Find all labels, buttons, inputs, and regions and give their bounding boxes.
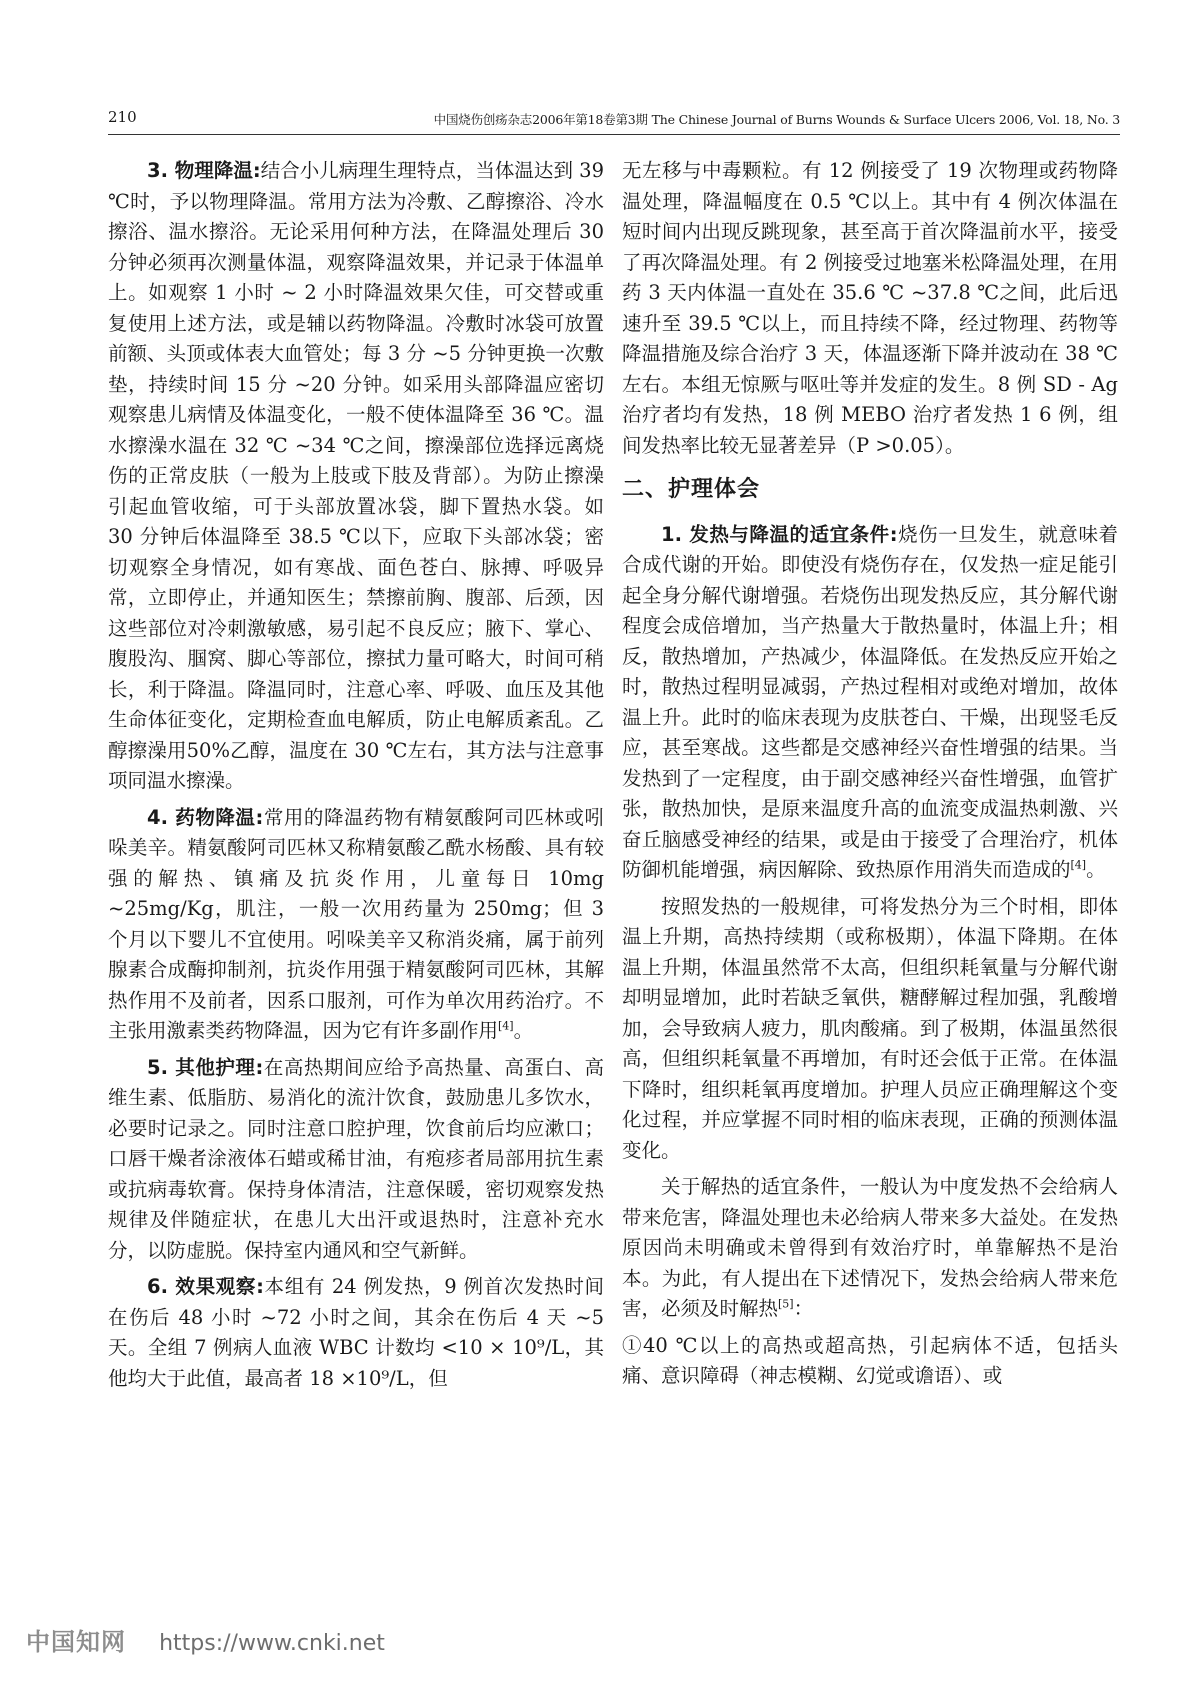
cnki-brand: 中国知网 <box>26 1628 126 1656</box>
paragraph-text: 常用的降温药物有精氨酸阿司匹林或吲哚美辛。精氨酸阿司匹林又称精氨酸乙酰水杨酸、具有较强的解热、镇痛及抗炎作用，儿童每日 10mg ~25mg/Kg，肌注，一般一次用药量为 250mg；但 3 个月以下婴儿不宜使用。吲哚美辛又称消炎痛，属于前列腺素合成酶抑制剂，抗炎作用强于精氨酸阿司匹林，其解热作用不及前者，因系口服剂，可作为单次用药治疗。不主张用激素类药物降温，因为它有许多副作用 <box>108 805 604 1042</box>
page-number: 210 <box>108 108 137 126</box>
right-column <box>622 156 1118 1576</box>
citation-ref: [4] <box>1070 858 1087 872</box>
section-lead: 5. 其他护理: <box>147 1055 264 1079</box>
section-lead: 1. 发热与降温的适宜条件: <box>661 522 898 546</box>
paragraph-fever-conditions <box>622 520 1118 886</box>
paragraph-tail: ： <box>793 1297 814 1320</box>
paragraph-physical-cooling <box>108 156 604 797</box>
paragraph-text: 结合小儿病理生理特点，当体温达到 39 ℃时，予以物理降温。常用方法为冷敷、乙醇擦浴、冷水擦浴、温水擦浴。无论采用何种方法，在降温处理后 30 分钟必须再次测量体温，观察降温效果，并记录于体温单上。如观察 1 小时 ~ 2 小时降温效果欠佳，可交替或重复使用上述方法，或是辅以药物降温。冷敷时冰袋可放置前额、头顶或体表大血管处；每 3 分 ~5 分钟更换一次敷垫，持续时间 15 分 ~20 分钟。如采用头部降温应密切观察患儿病情及体温变化，一般不使体温降至 36 ℃。温水擦澡水温在 32 ℃ ~34 ℃之间，擦澡部位选择远离烧伤的正常皮肤（一般为上肢或下肢及背部）。为防止擦澡引起血管收缩，可于头部放置冰袋，脚下置热水袋。如 30 分钟后体温降至 38.5 ℃以下，应取下头部冰袋；密切观察全身情况，如有寒战、面色苍白、脉搏、呼吸异常，立即停止，并通知医生；禁擦前胸、腹部、后颈，因这些部位对冷刺激敏感，易引起不良反应；腋下、掌心、腹股沟、腘窝、脚心等部位，擦拭力量可略大，时间可稍长，利于降温。降温同时，注意心率、呼吸、血压及其他生命体征变化，定期检查血电解质，防止电解质紊乱。乙醇擦澡用50%乙醇，温度在 30 ℃左右，其方法与注意事项同温水擦澡。 <box>108 159 604 792</box>
citation-ref: [5] <box>778 1297 794 1311</box>
paragraph-text: 烧伤一旦发生，就意味着合成代谢的开始。即使没有烧伤存在，仅发热一症足能引起全身分解代谢增强。若烧伤出现发热反应，其分解代谢程度会成倍增加，当产热量大于散热量时，体温上升；相反，散热增加，产热减少，体温降低。在发热反应开始之时，散热过程明显减弱，产热过程相对或绝对增加，故体温上升。此时的临床表现为皮肤苍白、干燥，出现竖毛反应，甚至寒战。这些都是交感神经兴奋性增强的结果。当发热到了一定程度，由于副交感神经兴奋性增强，血管扩张，散热加快，是原来温度升高的血流变成温热刺激、兴奋丘脑感受神经的结果，或是由于接受了合理治疗，机体防御机能增强，病因解除、致热原作用消失而造成的 <box>622 522 1118 881</box>
paragraph-tail: 。 <box>1086 858 1106 881</box>
section-lead: 4. 药物降温: <box>147 805 264 829</box>
section-lead: 3. 物理降温: <box>147 159 261 182</box>
cnki-url-link[interactable]: https://www.cnki.net <box>159 1631 385 1656</box>
section-heading: 二、护理体会 <box>622 477 761 502</box>
paragraph-outcome <box>108 1272 604 1394</box>
paragraph-tail: 。 <box>513 1019 534 1042</box>
paragraph-text: 在高热期间应给予高热量、高蛋白、高维生素、低脂肪、易消化的流汁饮食，鼓励患儿多饮水，必要时记录之。同时注意口腔护理，饮食前后均应漱口；口唇干燥者涂液体石蜡或稀甘油，有疱疹者局部用抗生素或抗病毒软膏。保持身体清洁，注意保暖，密切观察发热规律及伴随症状，在患儿大出汗或退热时，注意补充水分，以防虚脱。保持室内通风和空气新鲜。 <box>108 1055 604 1262</box>
paragraph-antipyretic-conditions <box>622 1172 1118 1325</box>
journal-running-header: 中国烧伤创疡杂志2006年第18卷第3期 The Chinese Journal of Burns Wounds & Surface Ulcers 2006, Vol. 18, No. 3 <box>433 112 1120 127</box>
page-footer <box>26 1622 385 1662</box>
paragraph-list-item: ①40 ℃以上的高热或超高热，引起病体不适，包括头痛、意识障碍（神志模糊、幻觉或谵语）、或 <box>622 1333 1118 1387</box>
citation-ref: [4] <box>498 1019 514 1033</box>
paragraph-other-care <box>108 1053 604 1267</box>
paragraph-fever-phases: 按照发热的一般规律，可将发热分为三个时相，即体温上升期，高热持续期（或称极期），体温下降期。在体温上升期，体温虽然常不太高，但组织耗氧量与分解代谢却明显增加，此时若缺乏氧供，糖酵解过程加强，乳酸增加，会导致病人疲力，肌肉酸痛。到了极期，体温虽然很高，但组织耗氧量不再增加，有时还会低于正常。在体温下降时，组织耗氧再度增加。护理人员应正确理解这个变化过程，并应掌握不同时相的临床表现，正确的预测体温变化。 <box>622 894 1118 1162</box>
page-header <box>108 106 1120 135</box>
paragraph-continued: 无左移与中毒颗粒。有 12 例接受了 19 次物理或药物降温处理，降温幅度在 0.5 ℃以上。其中有 4 例次体温在短时间内出现反跳现象，甚至高于首次降温前水平，接受了再次降温处理。有 2 例接受过地塞米松降温处理，在用药 3 天内体温一直处在 35.6 ℃ ~37.8 ℃之间，此后迅速升至 39.5 ℃以上，而且持续不降，经过物理、药物等降温措施及综合治疗 3 天，体温逐渐下降并波动在 38 ℃左右。本组无惊厥与呕吐等并发症的发生。8 例 SD - Ag 治疗者均有发热，18 例 MEBO 治疗者发热 1 6 例，组间发热率比较无显著差异（P >0.05）。 <box>622 159 1118 457</box>
paragraph-drug-cooling <box>108 803 604 1047</box>
left-column <box>108 156 604 1576</box>
paragraph-text: 本组有 24 例发热，9 例首次发热时间在伤后 48 小时 ~72 小时之间，其余在伤后 4 天 ~5 天。全组 7 例病人血液 WBC 计数均 <10 × 10⁹/L，其他均大于此值，最高者 18 ×10⁹/L，但 <box>108 1275 604 1390</box>
paragraph-text: 关于解热的适宜条件，一般认为中度发热不会给病人带来危害，降温处理也未必给病人带来多大益处。在发热原因尚未明确或未曾得到有效治疗时，单靠解热不是治本。为此，有人提出在下述情况下，发热会给病人带来危害，必须及时解热 <box>622 1175 1118 1320</box>
section-lead: 6. 效果观察: <box>147 1275 264 1298</box>
